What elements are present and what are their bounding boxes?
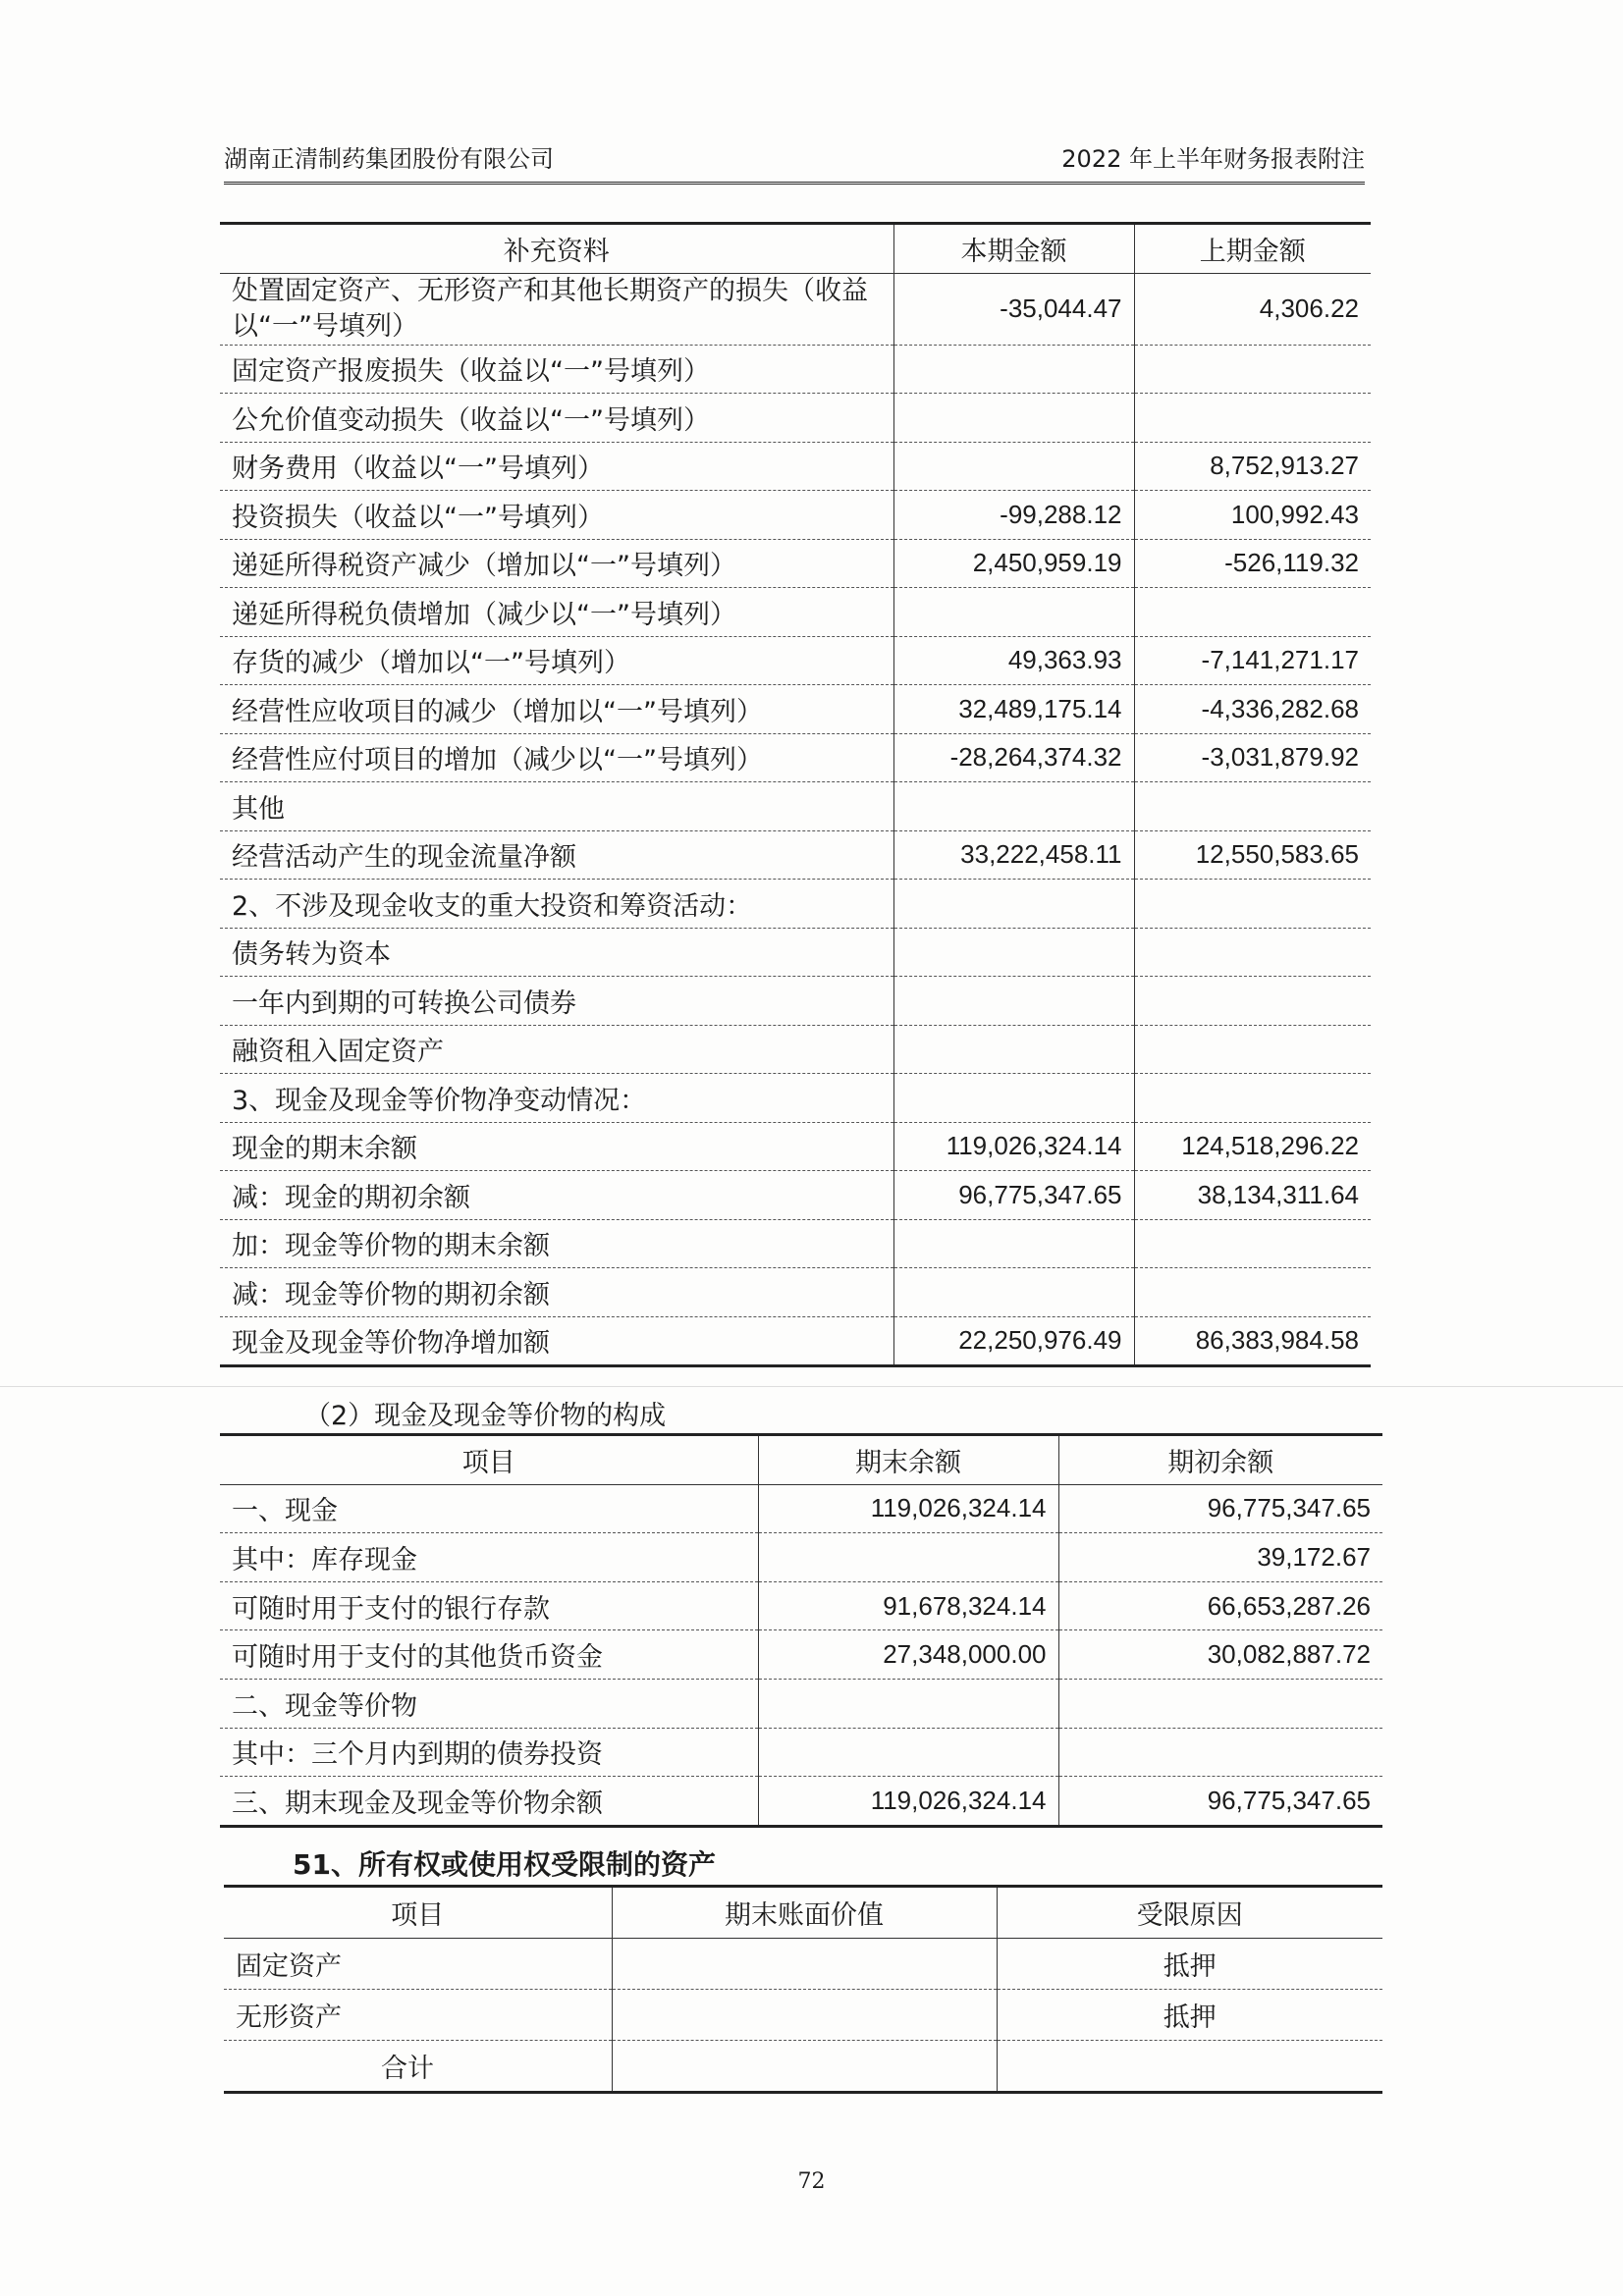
- cell-value: [893, 1025, 1134, 1074]
- table-row: [220, 1679, 1382, 1728]
- cell-value: [1134, 345, 1371, 394]
- header-row: [220, 224, 1371, 274]
- table-row: [220, 1074, 1371, 1123]
- row-label: 现金的期末余额: [220, 1122, 893, 1171]
- row-label: 公允价值变动损失（收益以“一”号填列）: [220, 394, 893, 443]
- table-row: [220, 1268, 1371, 1317]
- cell-value: [893, 1268, 1134, 1317]
- cell-value: 119,026,324.14: [758, 1484, 1058, 1533]
- cell-value: [758, 1728, 1058, 1777]
- table-row: [220, 1777, 1382, 1827]
- cell-value: 12,550,583.65: [1134, 830, 1371, 880]
- column-header: 期末余额: [758, 1435, 1058, 1485]
- cell-value: 49,363.93: [893, 636, 1134, 685]
- cell-value: [1134, 588, 1371, 637]
- table-row: [220, 1484, 1382, 1533]
- cash-composition-caption: （2）现金及现金等价物的构成: [304, 1401, 667, 1431]
- row-label: 经营性应收项目的减少（增加以“一”号填列）: [220, 685, 893, 734]
- cell-value: [893, 1219, 1134, 1268]
- table-row: [220, 880, 1371, 929]
- table-row: [220, 733, 1371, 782]
- header-row: [220, 1435, 1382, 1485]
- column-header: 项目: [224, 1887, 612, 1939]
- row-label: 3、现金及现金等价物净变动情况：: [220, 1074, 893, 1123]
- table-row: [220, 977, 1371, 1026]
- row-label: 合计: [224, 2041, 612, 2093]
- cell-value: [1134, 1025, 1371, 1074]
- column-header: 期末账面价值: [612, 1887, 997, 1939]
- page-number: 72: [797, 2169, 826, 2194]
- row-label: 加：现金等价物的期末余额: [220, 1219, 893, 1268]
- table-row: [220, 588, 1371, 637]
- row-label: 无形资产: [224, 1990, 612, 2041]
- cell-value: [893, 880, 1134, 929]
- table-row: [220, 491, 1371, 540]
- cell-value: 119,026,324.14: [758, 1777, 1058, 1827]
- cell-value: 39,172.67: [1058, 1533, 1382, 1582]
- row-label: 经营性应付项目的增加（减少以“一”号填列）: [220, 733, 893, 782]
- cell-value: [1134, 1268, 1371, 1317]
- cell-value: -28,264,374.32: [893, 733, 1134, 782]
- table-row: [220, 782, 1371, 831]
- cell-value: [1134, 928, 1371, 977]
- cell-value: 8,752,913.27: [1134, 442, 1371, 491]
- cell-value: [1134, 880, 1371, 929]
- cell-value: [893, 588, 1134, 637]
- cell-value: [1134, 977, 1371, 1026]
- cell-value: [893, 345, 1134, 394]
- row-label: 融资租入固定资产: [220, 1025, 893, 1074]
- cell-value: [612, 1939, 997, 1990]
- table-row: [220, 1171, 1371, 1220]
- cell-value: 2,450,959.19: [893, 539, 1134, 588]
- row-label: 经营活动产生的现金流量净额: [220, 830, 893, 880]
- table-row: [220, 1025, 1371, 1074]
- table-row: [220, 442, 1371, 491]
- cell-value: -3,031,879.92: [1134, 733, 1371, 782]
- row-label: 一、现金: [220, 1484, 758, 1533]
- cell-value: 91,678,324.14: [758, 1581, 1058, 1630]
- column-header: 上期金额: [1134, 224, 1371, 274]
- column-header: 本期金额: [893, 224, 1134, 274]
- row-label: 现金及现金等价物净增加额: [220, 1316, 893, 1366]
- cell-value: 96,775,347.65: [1058, 1484, 1382, 1533]
- row-label: 三、期末现金及现金等价物余额: [220, 1777, 758, 1827]
- row-label: 其他: [220, 782, 893, 831]
- cell-value: 22,250,976.49: [893, 1316, 1134, 1366]
- column-header: 补充资料: [220, 224, 893, 274]
- column-header: 受限原因: [997, 1887, 1382, 1939]
- table-row: [220, 345, 1371, 394]
- row-label: 二、现金等价物: [220, 1679, 758, 1728]
- cell-value: [893, 928, 1134, 977]
- table-row: [224, 1939, 1382, 1990]
- cell-value: [1134, 1219, 1371, 1268]
- cell-value: [1134, 1074, 1371, 1123]
- section-51-title: 51、所有权或使用权受限制的资产: [293, 1848, 716, 1881]
- row-label: 存货的减少（增加以“一”号填列）: [220, 636, 893, 685]
- row-label: 递延所得税资产减少（增加以“一”号填列）: [220, 539, 893, 588]
- supplementary-info-table: [220, 222, 1371, 1367]
- cell-value: [1058, 1679, 1382, 1728]
- table-row: [220, 636, 1371, 685]
- cell-value: [1134, 782, 1371, 831]
- row-label: 财务费用（收益以“一”号填列）: [220, 442, 893, 491]
- table-row: [220, 1316, 1371, 1366]
- table-row: [224, 1990, 1382, 2041]
- cell-value: -526,119.32: [1134, 539, 1371, 588]
- cell-value: [758, 1679, 1058, 1728]
- company-name: 湖南正清制药集团股份有限公司: [224, 145, 554, 173]
- cell-value: 27,348,000.00: [758, 1630, 1058, 1680]
- cell-value: [893, 394, 1134, 443]
- table-row: [220, 1219, 1371, 1268]
- cell-value: 86,383,984.58: [1134, 1316, 1371, 1366]
- cell-value: [758, 1533, 1058, 1582]
- page-header: [224, 139, 1365, 185]
- cell-value: 96,775,347.65: [893, 1171, 1134, 1220]
- column-header: 项目: [220, 1435, 758, 1485]
- cell-value: [893, 782, 1134, 831]
- cell-value: 100,992.43: [1134, 491, 1371, 540]
- cell-value: 33,222,458.11: [893, 830, 1134, 880]
- cell-value: 66,653,287.26: [1058, 1581, 1382, 1630]
- row-label: 其中：三个月内到期的债券投资: [220, 1728, 758, 1777]
- row-label: 一年内到期的可转换公司债券: [220, 977, 893, 1026]
- table-row: [220, 273, 1371, 345]
- row-label: 其中：库存现金: [220, 1533, 758, 1582]
- cell-value: [893, 1074, 1134, 1123]
- table-row: [220, 928, 1371, 977]
- cell-value: [1058, 1728, 1382, 1777]
- cell-value: 32,489,175.14: [893, 685, 1134, 734]
- restricted-assets-table: [224, 1885, 1382, 2094]
- cell-value: [893, 977, 1134, 1026]
- cell-value: [612, 1990, 997, 2041]
- cell-value: -35,044.47: [893, 273, 1134, 345]
- cell-value: 119,026,324.14: [893, 1122, 1134, 1171]
- cell-value: [612, 2041, 997, 2093]
- table-row: [220, 1122, 1371, 1171]
- row-label: 2、不涉及现金收支的重大投资和筹资活动：: [220, 880, 893, 929]
- table-row: [220, 1630, 1382, 1680]
- table-row: [220, 539, 1371, 588]
- cell-value: -7,141,271.17: [1134, 636, 1371, 685]
- cell-value: [997, 2041, 1382, 2093]
- cell-value: 4,306.22: [1134, 273, 1371, 345]
- cell-value: [1134, 394, 1371, 443]
- table-row: [220, 1728, 1382, 1777]
- cell-value: [893, 442, 1134, 491]
- row-label: 债务转为资本: [220, 928, 893, 977]
- page-scan-seam: [0, 1386, 1623, 1387]
- row-label: 处置固定资产、无形资产和其他长期资产的损失（收益以“一”号填列）: [220, 273, 893, 345]
- header-row: [224, 1887, 1382, 1939]
- table-row: [220, 1581, 1382, 1630]
- row-label: 投资损失（收益以“一”号填列）: [220, 491, 893, 540]
- row-label: 固定资产: [224, 1939, 612, 1990]
- table-row: [220, 394, 1371, 443]
- cell-value: 124,518,296.22: [1134, 1122, 1371, 1171]
- cell-value: 30,082,887.72: [1058, 1630, 1382, 1680]
- table-row: [220, 1533, 1382, 1582]
- table-row: [220, 830, 1371, 880]
- cell-value: 抵押: [997, 1990, 1382, 2041]
- row-label: 递延所得税负债增加（减少以“一”号填列）: [220, 588, 893, 637]
- cell-value: -4,336,282.68: [1134, 685, 1371, 734]
- column-header: 期初余额: [1058, 1435, 1382, 1485]
- row-label: 可随时用于支付的其他货币资金: [220, 1630, 758, 1680]
- cell-value: 38,134,311.64: [1134, 1171, 1371, 1220]
- table-row: [224, 2041, 1382, 2093]
- cash-composition-table: [220, 1433, 1382, 1828]
- report-title: 2022 年上半年财务报表附注: [1061, 145, 1365, 173]
- cell-value: -99,288.12: [893, 491, 1134, 540]
- cell-value: 96,775,347.65: [1058, 1777, 1382, 1827]
- row-label: 可随时用于支付的银行存款: [220, 1581, 758, 1630]
- table-row: [220, 685, 1371, 734]
- cell-value: 抵押: [997, 1939, 1382, 1990]
- row-label: 固定资产报废损失（收益以“一”号填列）: [220, 345, 893, 394]
- row-label: 减：现金等价物的期初余额: [220, 1268, 893, 1317]
- row-label: 减：现金的期初余额: [220, 1171, 893, 1220]
